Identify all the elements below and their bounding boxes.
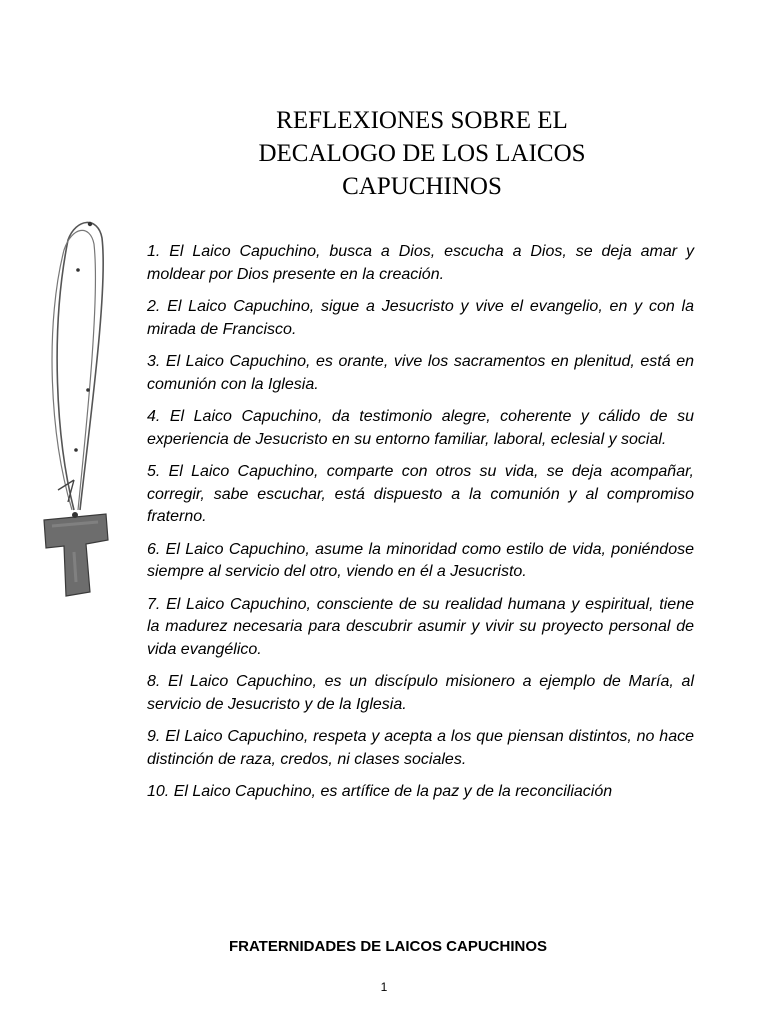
decalogue-item: 5. El Laico Capuchino, comparte con otros su vida, se deja acompañar, corregir, sabe escuchar, está dispuesto a la comunión y al compromiso fraterno. [147, 463, 694, 525]
page-number: 1 [380, 980, 388, 994]
decalogue-item: 3. El Laico Capuchino, es orante, vive los sacramentos en plenitud, está en comunión con la Iglesia. [147, 353, 694, 393]
title-line-1: REFLEXIONES SOBRE EL [276, 107, 568, 134]
footer-text: FRATERNIDADES DE LAICOS CAPUCHINOS [228, 938, 548, 955]
decalogue-item: 6. El Laico Capuchino, asume la minoridad como estilo de vida, poniéndose siempre al servicio del otro, viendo en él a Jesucristo. [147, 540, 694, 580]
decalogue-item: 4. El Laico Capuchino, da testimonio alegre, coherente y cálido de su experiencia de Jesucristo en su entorno familiar, laboral, eclesial y social. [147, 408, 694, 448]
title-line-2: DECALOGO DE LOS LAICOS [258, 140, 586, 167]
decalogue-item: 10. El Laico Capuchino, es artífice de la paz y de la reconciliación [147, 783, 613, 800]
decalogue-item: 2. El Laico Capuchino, sigue a Jesucristo y vive el evangelio, en y con la mirada de Francisco. [147, 298, 694, 338]
tau-cross-pendant-icon [28, 210, 120, 600]
decalogue-item: 8. El Laico Capuchino, es un discípulo misionero a ejemplo de María, al servicio de Jesucristo y de la Iglesia. [147, 673, 694, 713]
decalogue-item: 1. El Laico Capuchino, busca a Dios, escucha a Dios, se deja amar y moldear por Dios presente en la creación. [147, 243, 694, 283]
decalogue-list [147, 241, 694, 814]
decalogue-item: 9. El Laico Capuchino, respeta y acepta a los que piensan distintos, no hace distinción de raza, credos, ni clases sociales. [147, 728, 694, 768]
document-title [150, 104, 694, 203]
decalogue-item: 7. El Laico Capuchino, consciente de su realidad humana y espiritual, tiene la madurez necesaria para descubrir asumir y vivir su proyecto personal de vida evangélico. [147, 595, 694, 658]
title-line-3: CAPUCHINOS [342, 173, 502, 200]
